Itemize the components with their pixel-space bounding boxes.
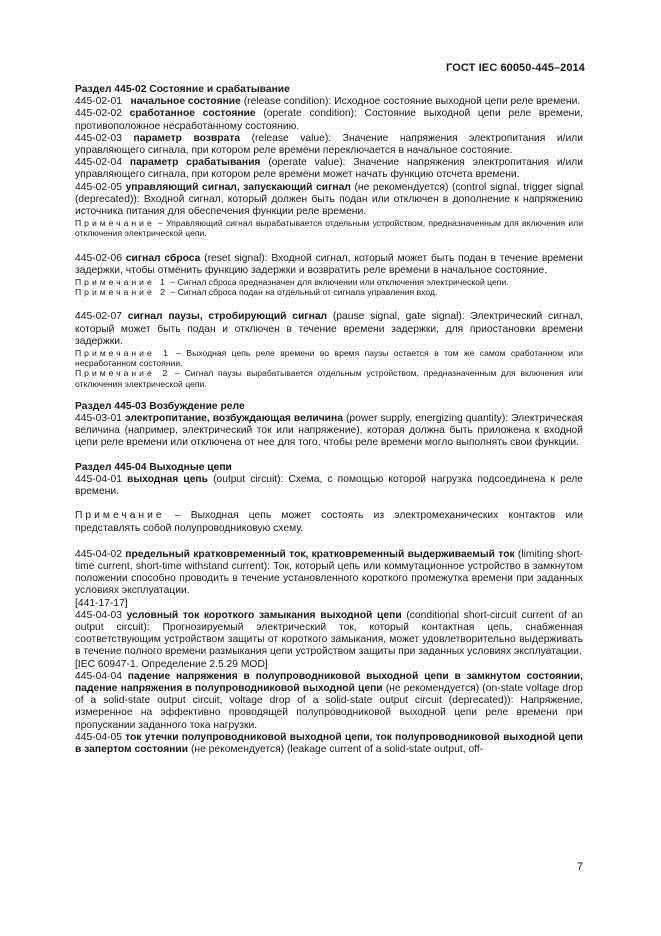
page-number: 7 — [576, 861, 583, 873]
term-entry — [75, 133, 583, 157]
note-label: Примечание 2 — [75, 368, 171, 379]
note-label: Примечание 1 — [75, 348, 171, 359]
entry-term: сигнал паузы, стробирующий сигнал — [127, 311, 328, 323]
term-entry — [75, 108, 583, 132]
note-text: – Выходная цепь реле времени во время паузы остается в том же самом сработанном или несработанном состоянии. — [75, 348, 583, 369]
note — [75, 368, 583, 388]
term-entry — [75, 671, 583, 732]
section-title: Раздел 445-04 Выходные цепи — [75, 461, 232, 473]
entry-term: сработанное состояние — [129, 108, 256, 120]
entry-term: падение напряжения в полупроводниковой выходной цепи в замкнутом состоянии, падение напряжения в полупроводниковой выходной цепи — [75, 670, 583, 694]
entry-term: сигнал сброса — [125, 252, 201, 264]
page-body — [75, 84, 583, 756]
note-label: Примечание — [75, 510, 165, 522]
term-entry — [75, 253, 583, 277]
entry-term: выходная цепь — [127, 473, 208, 485]
note-label: Примечание — [75, 218, 155, 229]
entry-number: 445-02-01 — [75, 96, 122, 108]
entry-definition: (conditional short-circuit current of an output circuit): Прогнозируемый электрический ток, который контактная цепь, снабженная соответствующим устройством защиты от короткого замыкания, может удовлетворительно выдерживать в течение полного времени размыкания цепи устройством защиты при заданных условиях эксплуатации. — [75, 609, 583, 658]
note — [75, 510, 583, 534]
entry-number: 445-04-03 — [75, 609, 122, 621]
note — [75, 348, 583, 368]
section-title: Раздел 445-03 Возбуждение реле — [75, 400, 245, 412]
reference: [IEC 60947-1. Определение 2.5.29 MOD] — [75, 658, 268, 670]
term-entry — [75, 182, 583, 219]
entry-number: 445-04-02 — [75, 548, 122, 560]
entry-term: управляющий сигнал, запускающий сигнал — [125, 181, 351, 193]
entry-definition: (operate value): Значение напряжения электропитания и/или управляющего сигнала, при котором реле времени может начать функцию отсчета времени. — [75, 157, 583, 181]
term-entry — [75, 474, 583, 498]
entry-definition: (не рекомендуется) (leakage current of a solid-state output, off- — [188, 743, 484, 755]
entry-number: 445-02-02 — [75, 108, 122, 120]
term-entry — [75, 549, 583, 598]
term-entry — [75, 732, 583, 756]
entry-term: ток утечки полупроводниковой выходной цепи, ток полупроводниковой выходной цепи в запертом состоянии — [75, 731, 583, 755]
term-entry — [75, 311, 583, 348]
term-entry — [75, 157, 583, 181]
note-text: − Сигнал сброса предназначен для включении или отключения электрической цепи. — [167, 277, 509, 288]
entry-term: электропитание, возбуждающая величина — [124, 413, 343, 425]
note-text: – Сигнал паузы вырабатывается отдельным устройством, предназначенным для включения или отключения электрической цепи. — [75, 368, 583, 389]
document-header: ГОСТ IEC 60050-445–2014 — [446, 62, 585, 74]
entry-definition: (limiting short-time current, short-time withstand current): Ток, который цепь или коммутационное устройство в замкнутом положении способно проводить в течение установленного короткого промежутка времени при заданных условиях эксплуатации. — [75, 548, 583, 597]
note-text: − Управляющий сигнал вырабатывается отдельным устройством, предназначенным для включения или отключения электрической цепи. — [75, 218, 583, 239]
entry-definition: (pause signal, gate signal): Электрический сигнал, который может быть подан и отключен в течение времени задержки, для приостановки времени задержки. — [75, 311, 583, 347]
entry-number: 445-04-04 — [75, 670, 122, 682]
term-entry — [75, 96, 583, 108]
entry-term: условный ток короткого замыкания выходной цепи — [126, 609, 402, 621]
entry-definition: (operate condition): Состояние выходной цепи реле времени, противоположное несработанному состоянию. — [75, 108, 583, 132]
entry-number: 445-02-04 — [75, 157, 122, 169]
entry-term: предельный кратковременный ток, кратковременный выдерживаемый ток — [125, 548, 515, 560]
entry-number: 445-02-03 — [75, 132, 122, 144]
entry-number: 445-02-07 — [75, 311, 122, 323]
section-title: Раздел 445-02 Состояние и срабатывание — [75, 84, 290, 95]
entry-number: 445-04-05 — [75, 731, 122, 743]
entry-definition: (не рекомендуется) (control signal, trigger signal (deprecated)): Входной сигнал, который должен быть подан или отключен в дополнение к напряжению источника питания для обеспечения функции реле времени. — [75, 181, 583, 218]
term-entry — [75, 413, 583, 450]
entry-term: параметр срабатывания — [129, 157, 261, 169]
note-label: Примечание 2 — [75, 287, 168, 298]
entry-number: 445-02-05 — [75, 181, 122, 193]
entry-number: 445-03-01 — [75, 413, 122, 425]
note — [75, 277, 583, 287]
entry-definition: (не рекомендуется) (on-state voltage drop of a solid-state output circuit, voltage drop of a solid-state output circuit (deprecated)): Напряжение, измеренное на эффективно проводящей полупроводниковой выходной цепи реле времени при пропускании заданного тока нагрузки. — [75, 682, 583, 731]
entry-number: 445-02-06 — [75, 252, 122, 264]
note — [75, 218, 583, 238]
reference: [441-17-17] — [75, 597, 128, 609]
entry-definition: (reset signal): Входной сигнал, который может быть подан в течение времени задержки, чтобы отменить функцию задержки и возвратить реле времени в начальное состояние. — [75, 252, 583, 276]
note — [75, 287, 583, 297]
term-entry — [75, 610, 583, 659]
note-label: Примечание 1 — [75, 277, 168, 288]
entry-definition: (power supply, energizing quantity): Электрическая величина (например, электрический ток или напряжение), которая должна быть приложена к входной цепи реле времени или отключена от нее для того, чтобы реле времени могло выполнять свои функции. — [75, 413, 583, 449]
entry-definition: (release condition): Исходное состояние выходной цепи реле времени. — [240, 96, 581, 108]
note-text: − Сигнал сброса подан на отдельный от сигнала управления вход. — [167, 287, 438, 298]
entry-term: параметр возврата — [133, 132, 241, 144]
entry-definition: (output circuit): Схема, с помощью которой нагрузка подсоединена к реле времени. — [75, 473, 583, 498]
note-text: – Выходная цепь может состоять из электромеханических контактов или представлять собой полупроводниковую схему. — [75, 510, 583, 534]
entry-number: 445-04-01 — [75, 473, 122, 485]
entry-definition: (release value): Значение напряжения электропитания и/или управляющего сигнала, при котором реле времени переключается в начальное состояние. — [75, 132, 583, 157]
entry-term: начальное состояние — [130, 96, 241, 108]
